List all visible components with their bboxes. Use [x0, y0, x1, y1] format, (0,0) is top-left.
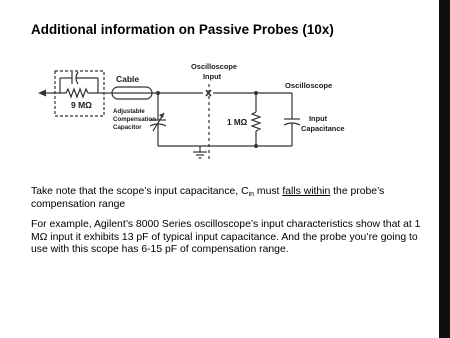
probe-tip-arrow — [38, 90, 46, 97]
label-oscilloscope: Oscilloscope — [285, 81, 333, 90]
label-input-resistor: 1 MΩ — [227, 118, 248, 127]
label-input-capacitance-2: Capacitance — [301, 124, 345, 133]
label-compensation-3: Capacitor — [113, 124, 142, 131]
slide-title: Additional information on Passive Probes (10x) — [31, 22, 334, 37]
probe-resistor-icon — [60, 89, 98, 97]
ground-icon — [193, 152, 207, 158]
example-paragraph: For example, Agilent’s 8000 Series oscilloscope’s input characteristics show that at 1 MΩ input it exhibits 13 pF of typical input capacitance. And the probe you’re going to use with this scope has 6-15 pF of compensation range. — [31, 219, 421, 256]
label-oscilloscope-input-1: Oscilloscope — [191, 62, 238, 71]
label-cable: Cable — [116, 74, 140, 84]
label-oscilloscope-input-2: Input — [203, 72, 222, 81]
label-compensation-2: Compensation — [113, 116, 156, 123]
label-input-capacitance-1: Input — [309, 114, 328, 123]
label-compensation-1: Adjustable — [113, 108, 145, 115]
label-probe-resistor: 9 MΩ — [71, 100, 92, 110]
capacitance-note: Take note that the scope’s input capacitance, $C_{in}$ must falls within the probe’s compensation range — [31, 186, 385, 210]
input-resistor-icon — [252, 112, 260, 131]
